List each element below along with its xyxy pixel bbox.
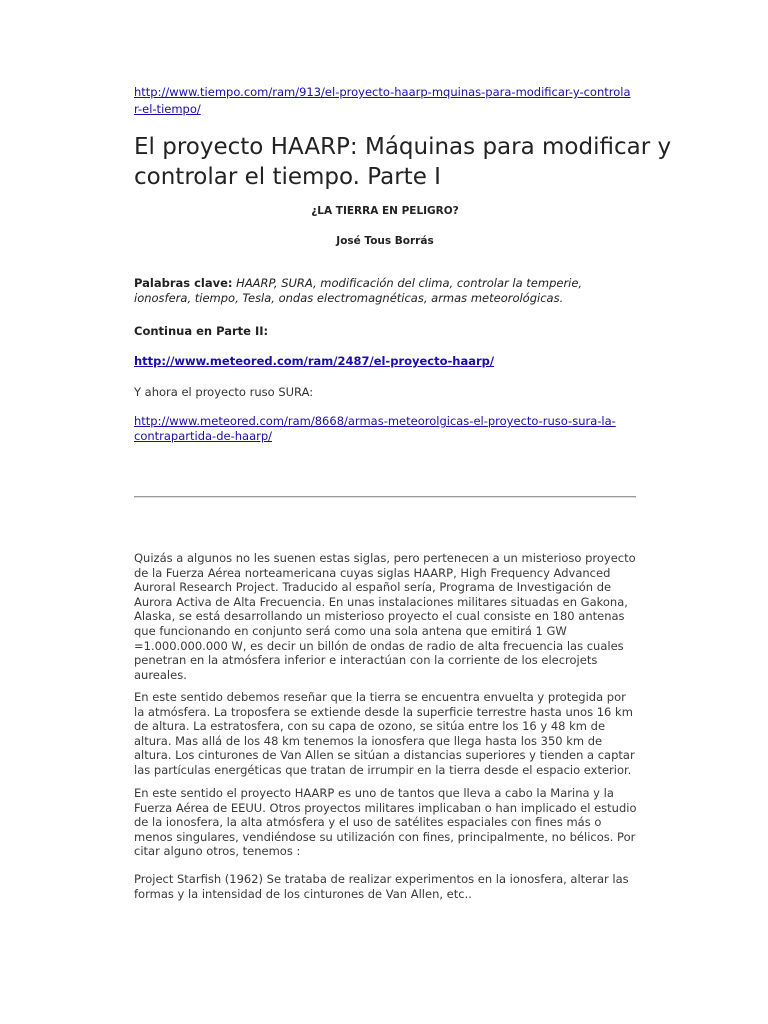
article-title: El proyecto HAARP: Máquinas para modificar y controlar el tiempo. Parte I bbox=[134, 134, 672, 190]
keywords-label: Palabras clave: bbox=[134, 276, 233, 290]
body-paragraph-4: Project Starfish (1962) Se trataba de realizar experimentos en la ionosfera, alterar las formas y la intensidad de los cinturones de Van Allen, etc.. bbox=[134, 872, 629, 901]
body-paragraph-2: En este sentido debemos reseñar que la tierra se encuentra envuelta y protegida por la atmósfera. La troposfera se extiende desde la superficie terrestre hasta unos 16 km de altura. La estratosfera, con su capa de ozono, se sitúa entre los 16 y 48 km de altura. Mas allá de los 48 km tenemos la ionosfera que llega hasta los 350 km de altura. Los cinturones de Van Allen se sitúan a distancias superiores y tienden a captar las partículas energéticas que tratan de irrumpir en la tierra desde el espacio exterior. bbox=[134, 690, 635, 777]
keywords-text: HAARP, SURA, modificación del clima, controlar la temperie, ionosfera, tiempo, Tesla, ondas electromagnéticas, armas meteorológicas. bbox=[134, 276, 583, 305]
source-url-link[interactable]: http://www.tiempo.com/ram/913/el-proyecto-haarp-mquinas-para-modificar-y-controlar-el-tiempo/ bbox=[134, 85, 631, 116]
body-paragraph-1: Quizás a algunos no les suenen estas siglas, pero pertenecen a un misterioso proyecto de la Fuerza Aérea norteamericana cuyas siglas HAARP, High Frequency Advanced Auroral Research Project. Traducido al español sería, Programa de Investigación de Aurora Activa de Alta Frecuencia. En unas instalaciones militares situadas en Gakona, Alaska, se está desarrollando un misterioso proyecto el cual consiste en 180 antenas que funcionando en conjunto será como una sola antena que emitirá 1 GW =1.000.000.000 W, es decir un billón de ondas de radio de alta frecuencia las cuales penetran en la atmósfera inferior e interactúan con la corriente de los elecrojets aureales. bbox=[134, 551, 636, 682]
sura-link[interactable]: http://www.meteored.com/ram/8668/armas-meteorolgicas-el-proyecto-ruso-sura-la-contrapartida-de-haarp/ bbox=[134, 414, 616, 443]
parte2-link[interactable]: http://www.meteored.com/ram/2487/el-proyecto-haarp/ bbox=[134, 354, 495, 368]
article-author: José Tous Borrás bbox=[336, 235, 434, 247]
continua-label: Continua en Parte II: bbox=[134, 324, 269, 338]
sura-intro-text: Y ahora el proyecto ruso SURA: bbox=[134, 385, 314, 399]
article-subtitle: ¿LA TIERRA EN PELIGRO? bbox=[311, 205, 459, 217]
body-paragraph-3: En este sentido el proyecto HAARP es uno de tantos que lleva a cabo la Marina y la Fuerza Aérea de EEUU. Otros proyectos militares implicaban o han implicado el estudio de la ionosfera, la alta atmósfera y el uso de satélites espaciales con fines más o menos singulares, vendiéndose su utilización con fines, principalmente, no bélicos. Por citar alguno otros, tenemos : bbox=[134, 786, 637, 859]
keywords-block bbox=[134, 276, 636, 306]
horizontal-divider bbox=[134, 496, 636, 498]
